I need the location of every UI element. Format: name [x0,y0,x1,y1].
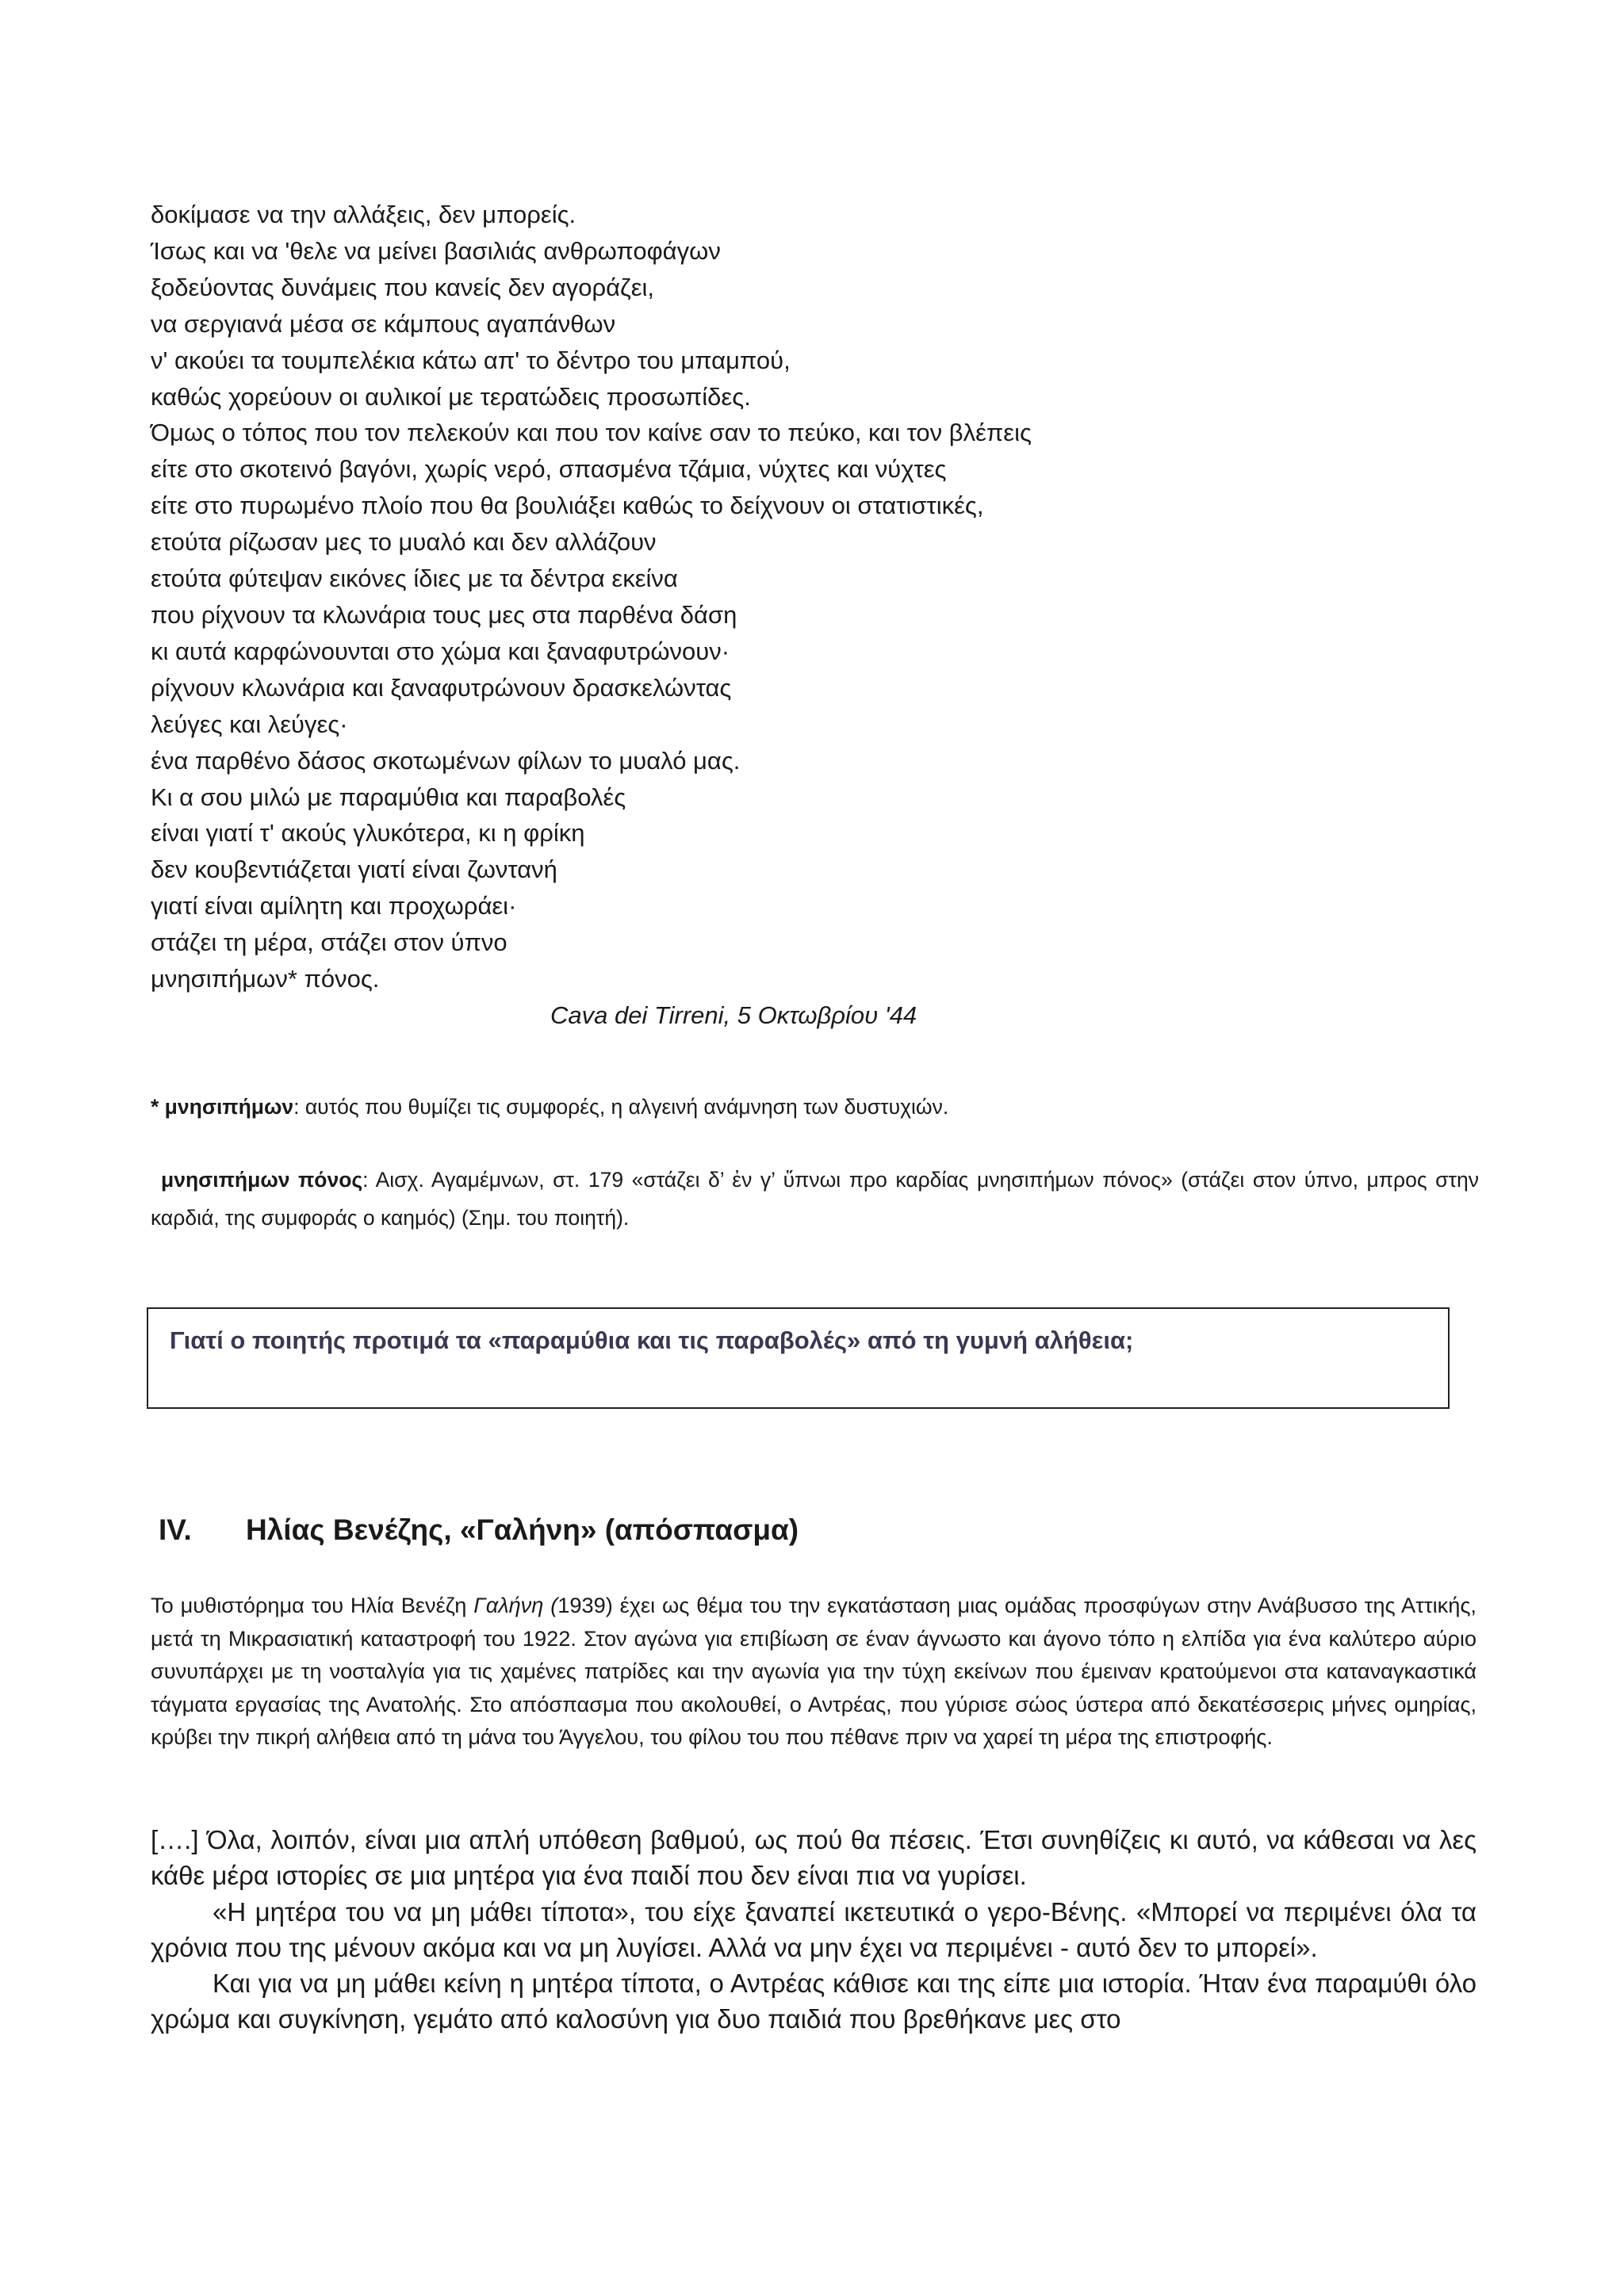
story-paragraph-3: Και για να μη μάθει κείνη η μητέρα τίποτα, ο Αντρέας κάθισε και της είπε μια ιστορία. Ήταν ένα παραμύθι όλο χρώμα και συγκίνηση, γεμάτο από καλοσύνη για δυο παιδιά που βρεθήκανε μες στο [151,1969,1477,2034]
poem-line: δοκίμασε να την αλλάξεις, δεν μπορείς. [151,201,576,228]
story-excerpt [151,1822,1477,2038]
section-title: Ηλίας Βενέζης, «Γαλήνη» (απόσπασμα) [246,1513,799,1546]
poem-line: στάζει τη μέρα, στάζει στον ύπνο [151,928,508,957]
section-heading [159,1513,799,1547]
poem-line: είτε στο πυρωμένο πλοίο που θα βουλιάξει καθώς το δείχνουν οι στατιστικές, [151,492,984,520]
poem-line: ετούτα ρίζωσαν μες το μυαλό και δεν αλλάζουν [151,528,657,557]
poem-signature: Cava dei Tirreni, 5 Οκτωβρίου '44 [550,1001,917,1029]
poem [151,197,1340,997]
poem-line: Όμως ο τόπος που τον πελεκούν και που τον καίνε σαν το πεύκο, και τον βλέπεις [151,419,1032,447]
poem-line: ένα παρθένο δάσος σκοτωμένων φίλων το μυαλό μας. [151,746,741,775]
intro-part-1: Το μυθιστόρημα του Ηλία Βενέζη [151,1593,474,1617]
poem-line: Ίσως και να 'θελε να μείνει βασιλιάς ανθρωποφάγων [151,236,721,265]
section-number: IV. [159,1513,192,1546]
poem-line: που ρίχνουν τα κλωνάρια τους μες στα παρθένα δάση [151,600,737,629]
intro-part-2: 1939) έχει ως θέμα του την εγκατάσταση μιας ομάδας προσφύγων στην Ανάβυσσο της Αττικής, μετά τη Μικρασιατική καταστροφή του 1922. Στον αγώνα για επιβίωση σε έναν άγνωστο και άγονο τόπο η ελπίδα για ένα καλύτερο αύριο συνυπάρχει με τη νοσταλγία για τις χαμένες πατρίδες και την αγωνία για την τύχη εκείνων που έμειναν κρατούμενοι στα καταναγκαστικά τάγματα εργασίας της Ανατολής. Στο απόσπασμα που ακολουθεί, ο Αντρέας, που γύρισε σώος ύστερα από δεκατέσσερις μήνες ομηρίας, κρύβει την πικρή αλήθεια από τη μάνα του Άγγελου, του φίλου του που πέθανε πριν να χαρεί τη μέρα της επιστροφής. [151,1593,1477,1750]
poem-line: καθώς χορεύουν οι αυλικοί με τερατώδεις προσωπίδες. [151,382,751,411]
poem-line: γιατί είναι αμίλητη και προχωράει· [151,892,517,920]
footnote-2-term: μνησιπήμων πόνος [161,1168,363,1192]
poem-line: δεν κουβεντιάζεται γιατί είναι ζωντανή [151,855,557,884]
footnote-1-term: * μνησιπήμων [151,1095,294,1119]
intro-paragraph [151,1589,1477,1754]
footnote-1 [151,1095,948,1119]
story-paragraph-2: «Η μητέρα του να μη μάθει τίποτα», του είχε ξαναπεί ικετευτικά ο γερο-Βένης. «Μπορεί να περιμένει όλα τα χρόνια που της μένουν ακόμα και να μη λυγίσει. Αλλά να μην έχει να περιμένει - αυτό δεν το μπορεί». [151,1896,1477,1962]
poem-line: ρίχνουν κλωνάρια και ξαναφυτρώνουν δρασκελώντας [151,673,732,702]
poem-line: ν' ακούει τα τουμπελέκια κάτω απ' το δέντρο του μπαμπού, [151,346,791,374]
poem-line: να σεργιανά μέσα σε κάμπους αγαπάνθων [151,309,616,338]
footnote-1-text: : αυτός που θυμίζει τις συμφορές, η αλγεινή ανάμνηση των δυστυχιών. [293,1095,949,1119]
poem-line: κι αυτά καρφώνουνται στο χώμα και ξαναφυτρώνουν· [151,637,730,665]
footnote-2-text: : Αισχ. Αγαμέμνων, στ. 179 «στάζει δ’ ἐν γ’ ὕπνωι προ καρδίας μνησιπήμων πόνος» (στάζει στον ύπνο, μπρος στην καρδιά, της συμφοράς ο καημός) (Σημ. του ποιητή). [151,1168,1479,1230]
poem-line: ξοδεύοντας δυνάμεις που κανείς δεν αγοράζει, [151,273,655,301]
poem-line: είναι γιατί τ' ακούς γλυκότερα, κι η φρίκη [151,819,585,848]
footnote-2 [151,1161,1479,1237]
poem-line: ετούτα φύτεψαν εικόνες ίδιες με τα δέντρα εκείνα [151,564,678,593]
question-text: Γιατί ο ποιητής προτιμά τα «παραμύθια και τις παραβολές» από τη γυμνή αλήθεια; [170,1326,1134,1354]
question-box [147,1307,1450,1409]
poem-line: Κι α σου μιλώ με παραμύθια και παραβολές [151,783,626,811]
intro-book-title: Γαλήνη ( [473,1593,558,1617]
poem-line: είτε στο σκοτεινό βαγόνι, χωρίς νερό, σπασμένα τζάμια, νύχτες και νύχτες [151,455,947,484]
poem-line: μνησιπήμων* πόνος. [151,965,380,993]
poem-line: λεύγες και λεύγες· [151,710,348,738]
story-paragraph-1: [….] Όλα, λοιπόν, είναι μια απλή υπόθεση βαθμού, ως πού θα πέσεις. Έτσι συνηθίζεις κι αυτό, να κάθεσαι να λες κάθε μέρα ιστορίες σε μια μητέρα για ένα παιδί που δεν είναι πια να γυρίσει. [151,1825,1477,1891]
